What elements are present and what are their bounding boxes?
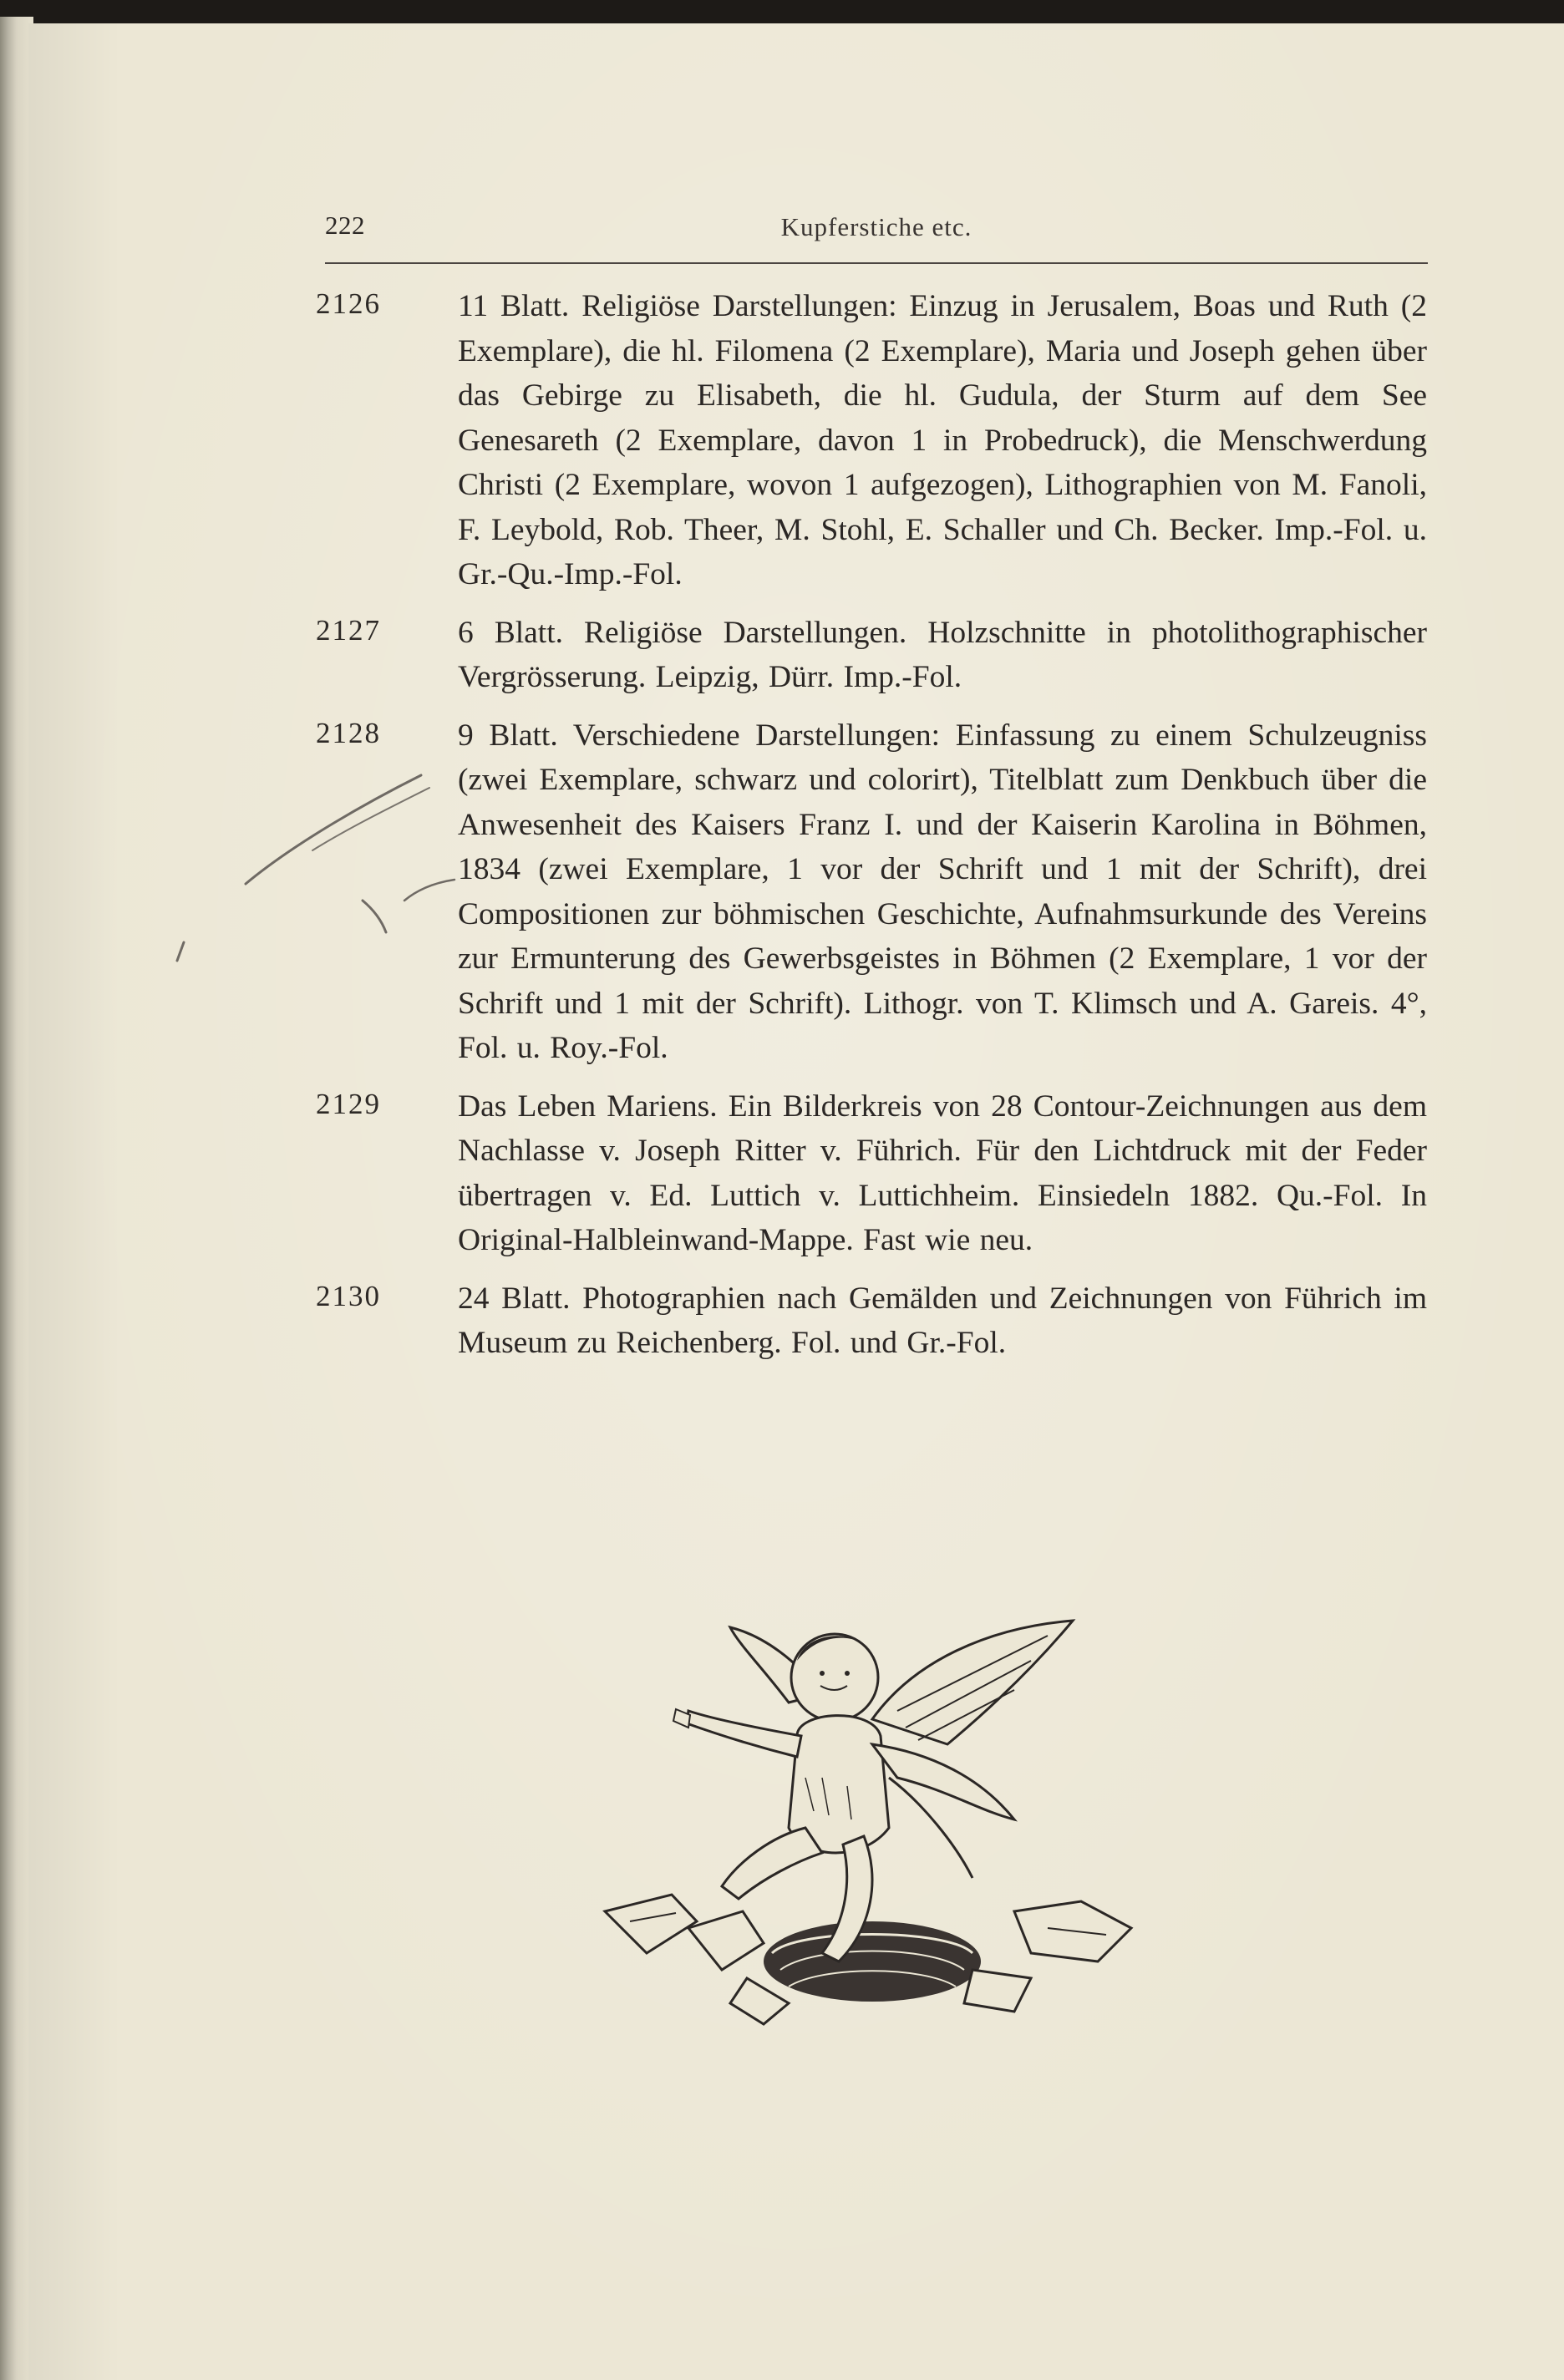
running-title: Kupferstiche etc. bbox=[780, 212, 972, 241]
lot-description: 11 Blatt. Religiöse Darstellungen: Einzug in Jerusalem, Boas und Ruth (2 Exemplare), die hl. Filomena (2 Exemplare), Maria und Joseph gehen über das Gebirge zu Elisabeth, die hl. Gudula, der Sturm auf dem See Genesareth (2 Exemplare, davon 1 in Probedruck), die Menschwerdung Christi (2 Exemplare, wovon 1 aufgezogen), Lithographien von M. Fanoli, F. Leybold, Rob. Theer, M. Stohl, E. Schaller und Ch. Becker. Imp.-Fol. u. Gr.-Qu.-Imp.-Fol. bbox=[458, 289, 1427, 591]
lot-number: 2128 bbox=[316, 716, 381, 749]
catalogue-entry-2126 bbox=[316, 284, 1427, 597]
catalogue-entry-2129 bbox=[316, 1084, 1427, 1263]
catalogue-entry-2130 bbox=[316, 1276, 1427, 1366]
cherub-vignette-icon bbox=[597, 1611, 1148, 2028]
book-page bbox=[28, 23, 1564, 2380]
lot-number: 2129 bbox=[316, 1087, 381, 1120]
running-head bbox=[325, 209, 1428, 264]
lot-description: 9 Blatt. Verschiedene Darstellungen: Einfassung zu einem Schulzeugniss (zwei Exemplare, schwarz und colorirt), Titelblatt zum Denkbuch über die Anwesenheit des Kaisers Franz I. und der Kaiserin Karolina in Böhmen, 1834 (zwei Exemplare, 1 vor der Schrift und 1 mit der Schrift), drei Compositionen zur böhmischen Geschichte, Aufnahmsurkunde des Vereins zur Ermunterung des Gewerbsgeistes in Böhmen (2 Exemplare, 1 vor der Schrift und 1 mit der Schrift). Lithogr. von T. Klimsch und A. Gareis. 4°, Fol. u. Roy.-Fol. bbox=[458, 718, 1427, 1065]
lot-description: 24 Blatt. Photographien nach Gemälden und Zeichnungen von Führich im Museum zu Reichenberg. Fol. und Gr.-Fol. bbox=[458, 1281, 1427, 1360]
catalogue-entries bbox=[316, 284, 1427, 1379]
lot-number: 2130 bbox=[316, 1279, 381, 1312]
scan-top-border bbox=[0, 0, 1564, 25]
lot-number: 2126 bbox=[316, 287, 381, 320]
lot-description: 6 Blatt. Religiöse Darstellungen. Holzschnitte in photolithographischer Vergrösserung. Leipzig, Dürr. Imp.-Fol. bbox=[458, 615, 1427, 694]
catalogue-entry-2127 bbox=[316, 611, 1427, 700]
lot-number: 2127 bbox=[316, 613, 381, 647]
lot-description: Das Leben Mariens. Ein Bilderkreis von 28 Contour-Zeichnungen aus dem Nachlasse v. Joseph Ritter v. Führich. Für den Lichtdruck mit der Feder übertragen v. Ed. Luttich v. Luttichheim. Einsiedeln 1882. Qu.-Fol. In Original-Halbleinwand-Mappe. Fast wie neu. bbox=[458, 1089, 1427, 1257]
page-number: 222 bbox=[325, 211, 365, 240]
catalogue-entry-2128 bbox=[316, 713, 1427, 1071]
